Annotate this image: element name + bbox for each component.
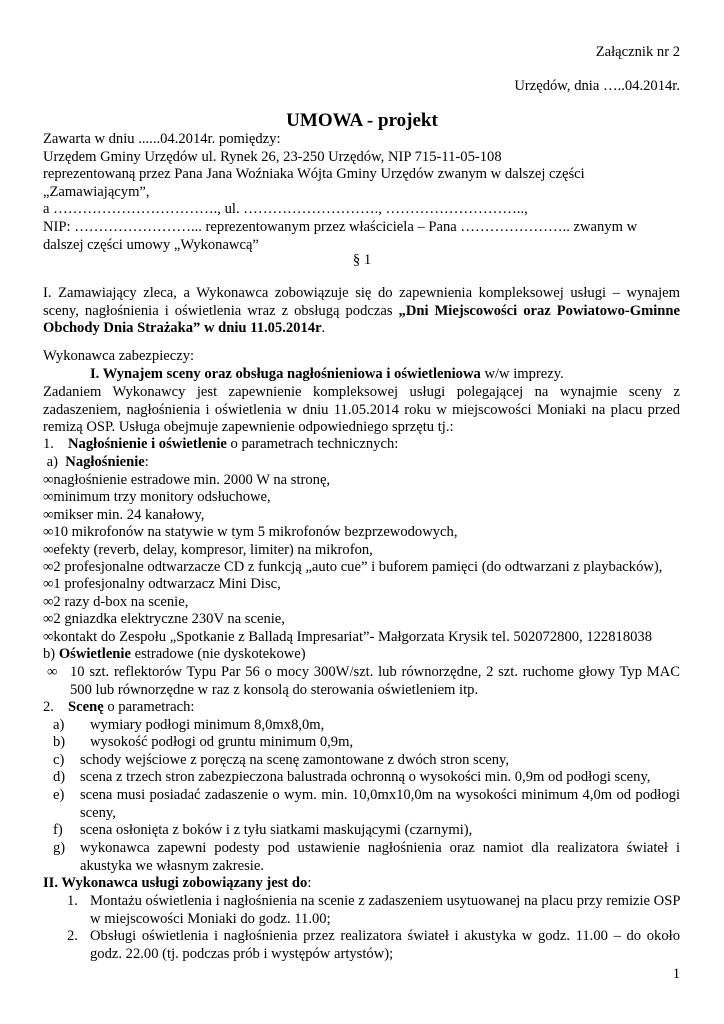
parties-line: a ……………………………., ul. ………………………., ………………………..,: [43, 201, 528, 218]
parties-line: Urzędem Gminy Urzędów ul. Rynek 26, 23-250 Urzędów, NIP 715-11-05-108: [43, 148, 502, 165]
item-2-rest: o parametrach:: [103, 699, 195, 715]
parties-line: „Zamawiającym”,: [43, 183, 150, 200]
light-item: [70, 664, 680, 699]
parties-line: reprezentowaną przez Pana Jana Woźniaka Wójta Gminy Urzędów zwanym w dalszej części: [43, 166, 585, 183]
list-item: ∞efekty (reverb, delay, kompresor, limiter) na mikrofon,: [43, 541, 373, 558]
list-item: ∞10 mikrofonów na statywie w tym 5 mikrofonów bezprzewodowych,: [43, 524, 458, 541]
duty-line: w miejscowości Moniaki do godz. 11.00;: [90, 910, 331, 927]
item-1a-rest: :: [144, 454, 149, 470]
parties-line: Zawarta w dniu ......04.2014r. pomiędzy:: [43, 131, 281, 147]
provides-line: Wykonawca zabezpieczy:: [43, 348, 195, 364]
item-1-number: 1.: [43, 436, 54, 452]
section-ii-title: II. Wykonawca usługi zobowiązany jest do: [43, 875, 308, 891]
list-item: ∞minimum trzy monitory odsłuchowe,: [43, 489, 271, 506]
parties-section: [43, 131, 680, 254]
list-item: ∞kontakt do Zespołu „Spotkanie z Balladą Impresariat”- Małgorzata Krysik tel. 502072800, 122818038: [43, 628, 653, 645]
stage-label: d): [53, 769, 66, 785]
section-i-title: I. Wynajem sceny oraz obsługa nagłośnieniowa i oświetleniowa: [90, 366, 481, 382]
parties-line: dalszej części umowy „Wykonawcą”: [43, 236, 259, 253]
stage-item: scena osłonięta z boków i z tyłu siatkami maskującymi (czarnymi),: [80, 822, 473, 838]
item-1b-rest: estradowe (nie dyskotekowe): [130, 646, 306, 662]
stage-item: wysokość podłogi od gruntu minimum 0,9m,: [90, 734, 354, 750]
light-bullet: ∞: [47, 664, 58, 680]
item-1b-heading: [43, 646, 306, 664]
event-name-cont: Obchody Dnia Strażaka” w dniu 11.05.2014r: [43, 320, 322, 337]
item-2-title: Scenę: [68, 699, 104, 715]
item-2-number: 2.: [43, 699, 54, 715]
place-date: Urzędów, dnia …..04.2014r.: [514, 78, 680, 94]
stage-item: scena z trzech stron zabezpieczona balustrada ochronną o wysokości min. 0,9m od podłogi sceny,: [80, 769, 651, 785]
item-1a-title: Nagłośnienie: [65, 454, 145, 470]
list-item: ∞1 profesjonalny odtwarzacz Mini Disc,: [43, 576, 281, 593]
item-2-heading: [68, 699, 194, 717]
stage-item: schody wejściowe z poręczą na scenę zamontowane z dwóch stron sceny,: [80, 752, 509, 768]
list-item: ∞mikser min. 24 kanałowy,: [43, 506, 205, 523]
section-i-heading: [90, 366, 564, 384]
item-1-heading: [68, 436, 398, 454]
light-line: 500 lub równorzędne w raz z konsolą do sterowania oświetleniem itp.: [70, 681, 479, 698]
stage-item: wymiary podłogi minimum 8,0mx8,0m,: [90, 717, 325, 733]
intro-line: [43, 320, 680, 338]
item-1a-prefix: a): [43, 454, 66, 470]
intro-section: [43, 285, 680, 338]
duty-number: 2.: [67, 928, 78, 944]
attachment-label: Załącznik nr 2: [595, 44, 680, 60]
stage-item-line: sceny,: [80, 804, 116, 821]
section-mark: § 1: [352, 252, 372, 268]
duty-number: 1.: [67, 893, 78, 909]
item-1b-title: Oświetlenie: [58, 646, 131, 662]
intro-line: [43, 303, 680, 321]
duty-line: Montażu oświetlenia i nagłośnienia na scenie z zadaszeniem usytuowanej na placu przy remizie OSP: [90, 893, 681, 909]
stage-label: e): [53, 787, 65, 803]
sound-list: [43, 472, 680, 646]
document-title: UMOWA - projekt: [286, 110, 438, 131]
stage-item-line: akustyka we własnym zakresie.: [80, 857, 264, 874]
item-1-title: Nagłośnienie i oświetlenie: [68, 436, 227, 452]
stage-label: f): [53, 822, 63, 838]
stage-label: b): [53, 734, 66, 750]
item-1b-prefix: b): [43, 646, 59, 662]
stage-label: c): [53, 752, 65, 768]
event-name: „Dni Miejscowości oraz Powiatowo-Gminne: [398, 302, 680, 319]
parties-line: NIP: ……………………... reprezentowanym przez właściciela – Pana ………………….. zwanym w: [43, 218, 638, 235]
list-item: ∞2 gniazdka elektryczne 230V na scenie,: [43, 611, 285, 628]
section-ii-heading: [43, 875, 311, 893]
intro-line: I. Zamawiający zleca, a Wykonawca zobowiązuje się do zapewnienia kompleksowej usługi – wynajem: [43, 285, 680, 301]
page-number: 1: [672, 966, 680, 982]
light-line: 10 szt. reflektorów Typu Par 56 o mocy 300W/szt. lub równorzędne, 2 szt. ruchome głowy Typ MAC: [70, 664, 680, 680]
duty-item: [90, 928, 680, 963]
section-i-rest: w/w imprezy.: [480, 366, 564, 382]
intro-text: .: [321, 320, 326, 337]
stage-label: a): [53, 717, 65, 733]
duty-line: godz. 22.00 (tj. podczas prób i występów artystów);: [90, 945, 394, 962]
section-ii-rest: :: [307, 875, 312, 891]
list-item: ∞2 razy d-box na scenie,: [43, 593, 189, 610]
task-line: remizą OSP. Usługa obejmuje zapewnienie odpowiedniego sprzętu tj.:: [43, 419, 454, 436]
item-1a-heading: [43, 454, 149, 472]
item-1-rest: o parametrach technicznych:: [226, 436, 399, 452]
stage-label: g): [53, 840, 66, 856]
stage-item-line: scena musi posiadać zadaszenie o wym. min. 10,0mx10,0m na wysokości minimum 4,0m od podłogi: [80, 787, 680, 803]
stage-item: [80, 787, 680, 822]
stage-item-line: wykonawca zapewni podesty pod ustawienie nagłośnienia oraz namiot dla realizatora świateł i: [80, 840, 680, 856]
task-line: zadaszeniem, nagłośnienia i oświetlenia w dniu 11.05.2014 roku w miejscowości Moniaki na placu przed: [43, 401, 680, 418]
duty-line: Obsługi oświetlenia i nagłośnienia przez realizatora świateł i akustyka w godz. 11.00 – do około: [90, 928, 680, 944]
intro-text: sceny, nagłośnienia i oświetlenia wraz z obsługą podczas: [43, 302, 399, 319]
list-item: ∞nagłośnienie estradowe min. 2000 W na stronę,: [43, 472, 331, 488]
task-section: [43, 384, 680, 437]
stage-item: [80, 840, 680, 875]
task-line: Zadaniem Wykonawcy jest zapewnienie kompleksowej usługi polegającej na wynajmie sceny z: [43, 384, 680, 400]
list-item: ∞2 profesjonalne odtwarzacze CD z funkcją „auto cue” i buforem pamięci (do odtwarzani z playbacków),: [43, 559, 663, 576]
duty-item: [90, 893, 680, 928]
